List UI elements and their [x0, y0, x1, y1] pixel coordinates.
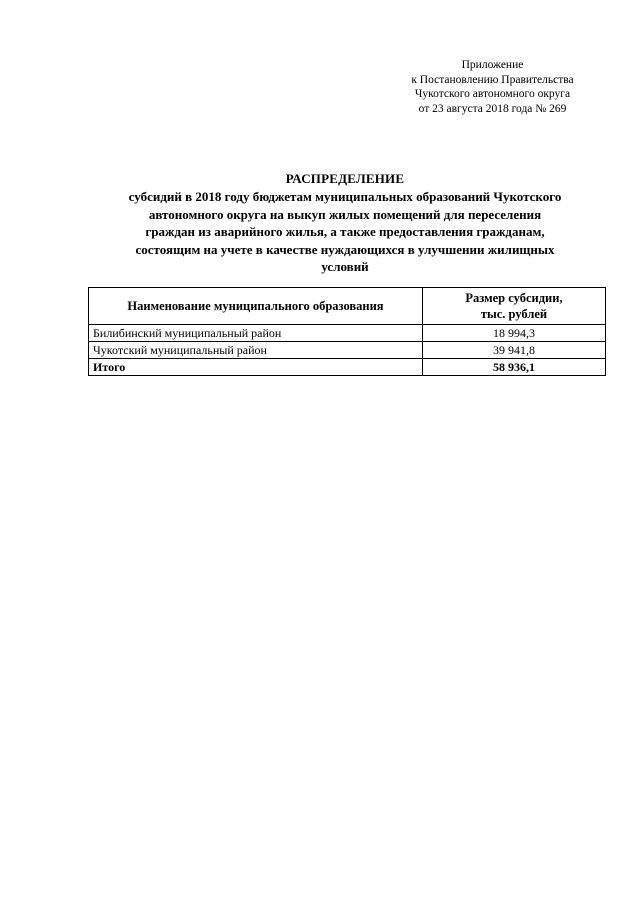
document-subtitle-line-2: автономного округа на выкуп жилых помещений для переселения [148, 206, 542, 222]
appendix-title: Приложение [461, 59, 524, 71]
document-subtitle-line-3: граждан из аварийного жилья, а также предоставления гражданам, [145, 224, 545, 239]
document-title-block [80, 170, 610, 276]
header-subsidy-amount [423, 288, 606, 325]
total-amount: 58 936,1 [423, 359, 606, 376]
row-municipality: Чукотский муниципальный район [89, 342, 423, 359]
table-header-row [89, 288, 606, 325]
table-row [89, 342, 606, 359]
appendix-reference: к Постановлению Правительства [411, 73, 574, 86]
document-subtitle-line-1: субсидий в 2018 году бюджетам муниципальных образований Чукотского [128, 189, 562, 204]
appendix-date-number: от 23 августа 2018 года № 269 [418, 102, 567, 115]
document-subtitle-line-5: условий [321, 259, 369, 274]
row-amount: 18 994,3 [423, 325, 606, 342]
table-total-row [89, 359, 606, 376]
table-row [89, 325, 606, 342]
row-amount: 39 941,8 [423, 342, 606, 359]
appendix-region: Чукотского автономного округа [414, 88, 571, 100]
header-municipality: Наименование муниципального образования [89, 288, 423, 325]
document-title: РАСПРЕДЕЛЕНИЕ [285, 171, 405, 186]
header-subsidy-amount-line-1: Размер субсидии, [465, 291, 563, 305]
total-label: Итого [89, 359, 423, 376]
appendix-block [380, 58, 605, 116]
row-municipality: Билибинский муниципальный район [89, 325, 423, 342]
header-subsidy-amount-line-2: тыс. рублей [480, 307, 548, 321]
subsidy-table [88, 287, 606, 376]
document-subtitle-line-4: состоящим на учете в качестве нуждающихся в улучшении жилищных [135, 241, 555, 257]
